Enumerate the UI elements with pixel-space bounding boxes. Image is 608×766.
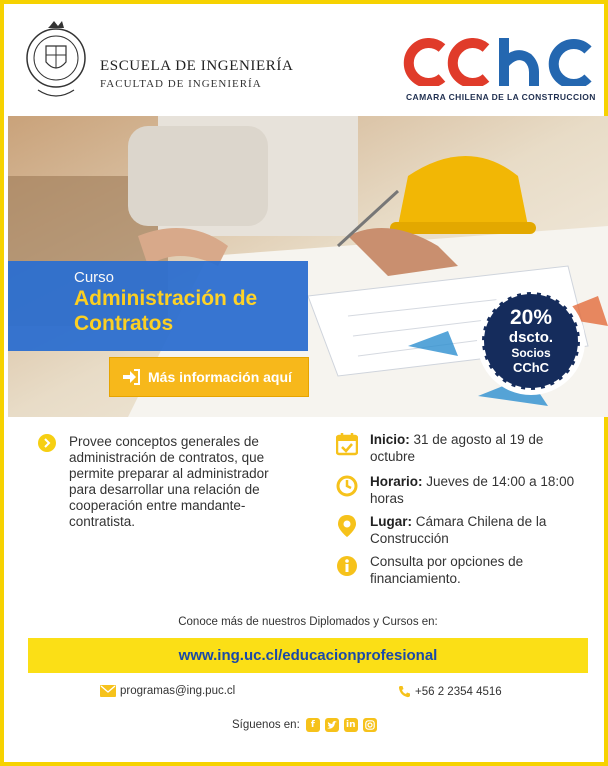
discount-members: Socios xyxy=(511,346,551,360)
cchc-logo xyxy=(402,38,594,86)
schedule-value: Jueves de 14:00 a 18:00 horas xyxy=(370,474,575,506)
info-place xyxy=(336,514,588,554)
info-start xyxy=(336,432,588,474)
info-financing xyxy=(336,554,588,590)
financing-text: Consulta por opciones de financiamiento. xyxy=(370,554,524,586)
more-info-label: Más información aquí xyxy=(148,369,292,385)
linkedin-icon[interactable]: in xyxy=(344,718,358,732)
social-links xyxy=(232,718,382,732)
course-info-list xyxy=(336,432,588,590)
clock-icon xyxy=(336,474,358,498)
discount-label: dscto. xyxy=(508,329,554,346)
school-block xyxy=(100,58,293,90)
cchc-name: CAMARA CHILENA DE LA CONSTRUCCION xyxy=(406,92,596,102)
start-label: Inicio: xyxy=(370,432,410,447)
course-title-line2: Contratos xyxy=(74,312,174,335)
course-description xyxy=(38,434,298,530)
course-title-box xyxy=(8,261,308,351)
programs-link[interactable]: www.ing.uc.cl/educacionprofesional xyxy=(178,647,438,664)
hero-banner xyxy=(8,116,608,417)
course-title-line1: Administración de xyxy=(74,287,258,310)
map-pin-icon xyxy=(336,514,358,538)
header xyxy=(8,8,608,116)
url-bar xyxy=(28,638,588,673)
discount-percent: 20% xyxy=(509,306,553,329)
university-seal-icon xyxy=(24,18,88,104)
discount-badge xyxy=(477,287,585,395)
know-more-text: Conoce más de nuestros Diplomados y Cursos en: xyxy=(178,616,438,628)
twitter-icon[interactable] xyxy=(325,718,339,732)
instagram-icon[interactable] xyxy=(363,718,377,732)
email-text: programas@ing.puc.cl xyxy=(120,685,236,697)
phone-text: +56 2 2354 4516 xyxy=(415,685,502,698)
chevron-right-icon xyxy=(38,434,56,452)
follow-label: Síguenos en: xyxy=(232,719,300,731)
info-icon xyxy=(336,554,358,578)
more-info-button[interactable] xyxy=(109,357,309,397)
faculty-name: FACULTAD DE INGENIERÍA xyxy=(100,78,262,90)
place-value: Cámara Chilena de la Construcción xyxy=(370,514,547,546)
description-text: Provee conceptos generales de administración de contratos, que permite preparar al administrador para desarrollar una relación de cooperación entre mandante-contratista. xyxy=(69,434,269,529)
facebook-icon[interactable]: f xyxy=(306,718,320,732)
contact-phone[interactable] xyxy=(398,685,502,698)
info-schedule xyxy=(336,474,588,514)
contact-email[interactable] xyxy=(100,685,235,697)
discount-badge-inner xyxy=(482,292,580,390)
calendar-icon xyxy=(336,432,358,456)
schedule-label: Horario: xyxy=(370,474,423,489)
start-value: 31 de agosto al 19 de octubre xyxy=(370,432,544,464)
envelope-icon xyxy=(100,685,116,697)
school-name: ESCUELA DE INGENIERÍA xyxy=(100,58,294,74)
sign-in-icon xyxy=(122,369,140,385)
place-label: Lugar: xyxy=(370,514,412,529)
course-kicker: Curso xyxy=(74,269,115,286)
discount-org: CChC xyxy=(512,360,550,375)
phone-icon xyxy=(398,685,411,698)
